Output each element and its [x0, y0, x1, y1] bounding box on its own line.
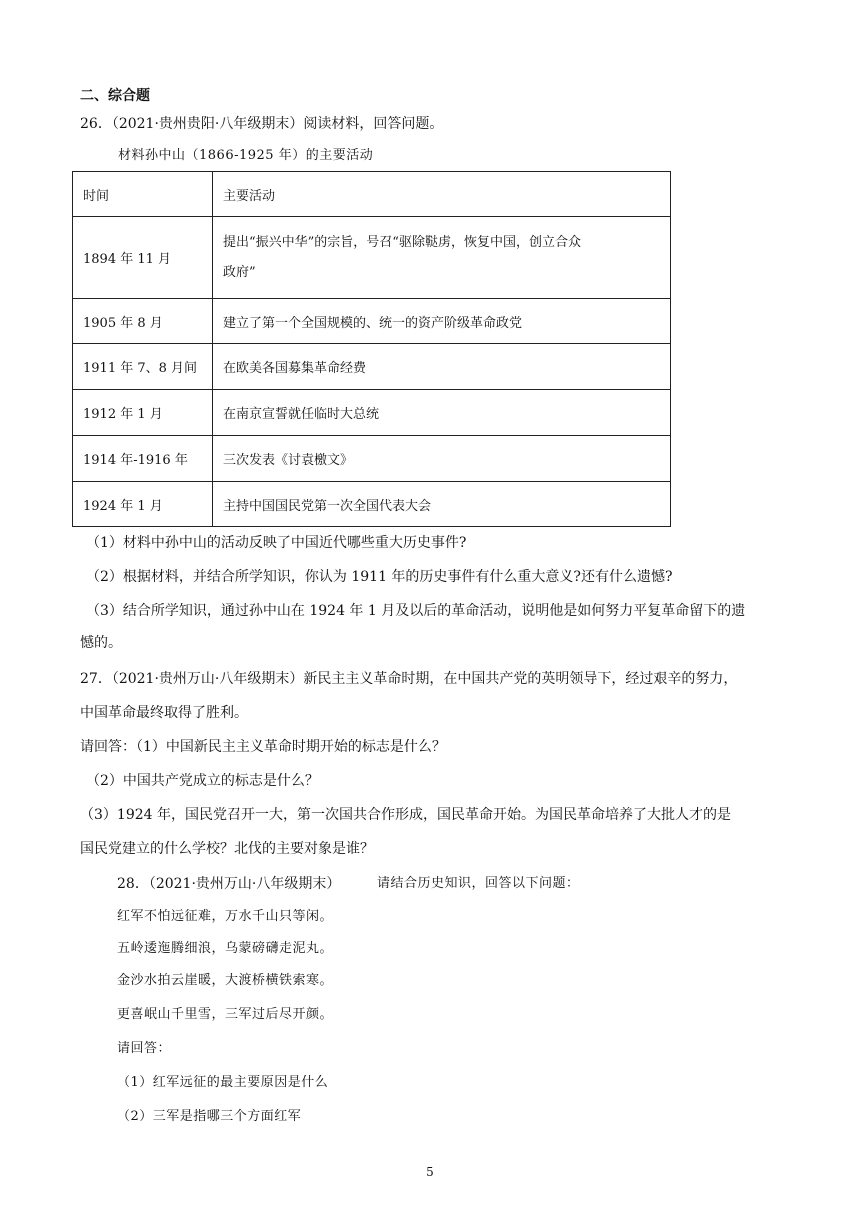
- q26-sub2: （2）根据材料，并结合所学知识，你认为 1911 年的历史事件有什么重大意义?还有什么遗憾?: [86, 569, 673, 585]
- q26-stem: 26．（2021·贵州贵阳·八年级期末）阅读材料，回答问题。: [80, 116, 444, 132]
- table-cell-time: 1924 年 1 月: [73, 482, 213, 527]
- q27-stem: 27．（2021·贵州万山·八年级期末）新民主主义革命时期，在中国共产党的英明领导下，经过艰辛的努力，: [80, 671, 738, 687]
- table-header-time: 时间: [73, 172, 213, 217]
- page-number: 5: [426, 1165, 434, 1179]
- poem-line: 金沙水拍云崖暖，大渡桥横铁索寒。: [117, 973, 334, 988]
- table-row: [73, 344, 671, 390]
- table-row: [73, 482, 671, 527]
- q26-sub3: （3）结合所学知识，通过孙中山在 1924 年 1 月及以后的革命活动，说明他是如何努力平复革命留下的遗: [86, 603, 746, 619]
- activities-table: [72, 171, 671, 527]
- table-cell-activity: 在欧美各国募集革命经费: [213, 344, 671, 390]
- table-row: [73, 299, 671, 344]
- table-cell-activity-line: 政府”: [223, 264, 256, 280]
- table-cell-activity: 主持中国国民党第一次全国代表大会: [213, 482, 671, 527]
- table-row: [73, 436, 671, 482]
- table-header-row: [73, 172, 671, 217]
- q28-sub1: （1）红军远征的最主要原因是什么: [117, 1075, 329, 1090]
- poem-line: 更喜岷山千里雪，三军过后尽开颜。: [117, 1007, 334, 1022]
- table-cell-time: 1894 年 11 月: [73, 217, 213, 299]
- poem-line: 五岭逶迤腾细浪，乌蒙磅礴走泥丸。: [117, 941, 334, 956]
- table-cell-activity: 建立了第一个全国规模的、统一的资产阶级革命政党: [213, 299, 671, 344]
- table-row: [73, 217, 671, 299]
- table-cell-activity-line: 提出“振兴中华”的宗旨，号召“驱除鞑虏，恢复中国，创立合众: [223, 234, 581, 250]
- section-title: 二、综合题: [80, 88, 150, 104]
- q28-stem-instruction: 请结合历史知识，回答以下问题：: [377, 876, 580, 891]
- table-cell-activity: [213, 217, 671, 299]
- poem-line: 红军不怕远征难，万水千山只等闲。: [117, 909, 334, 924]
- q26-sub1: （1）材料中孙中山的活动反映了中国近代哪些重大历史事件?: [86, 535, 467, 551]
- table-cell-time: 1905 年 8 月: [73, 299, 213, 344]
- q28-sub2: （2）三军是指哪三个方面红军: [117, 1109, 302, 1124]
- q28-stem: 28．（2021·贵州万山·八年级期末）: [117, 876, 341, 892]
- q28-prompt: 请回答：: [117, 1041, 172, 1056]
- q26-sub3-continued: 憾的。: [80, 635, 122, 651]
- q27-stem-continued: 中国革命最终取得了胜利。: [80, 705, 248, 721]
- table-row: [73, 390, 671, 436]
- table-cell-activity: 三次发表《讨袁檄文》: [213, 436, 671, 482]
- q26-table-caption: 材料孙中山（1866-1925 年）的主要活动: [118, 148, 374, 163]
- q27-sub3: （3）1924 年，国民党召开一大，第一次国共合作形成，国民革命开始。为国民革命培养了大批人才的是: [80, 807, 731, 823]
- q27-sub2: （2）中国共产党成立的标志是什么？: [86, 773, 319, 789]
- table-cell-activity: 在南京宣誓就任临时大总统: [213, 390, 671, 436]
- table-cell-time: 1914 年-1916 年: [73, 436, 213, 482]
- table-cell-time: 1911 年 7、8 月间: [73, 344, 213, 390]
- q27-sub3-continued: 国民党建立的什么学校？北伐的主要对象是谁？: [80, 841, 374, 857]
- table-cell-time: 1912 年 1 月: [73, 390, 213, 436]
- q27-sub1: 请回答：（1）中国新民主主义革命时期开始的标志是什么？: [80, 739, 446, 755]
- table-header-activity: 主要活动: [213, 172, 671, 217]
